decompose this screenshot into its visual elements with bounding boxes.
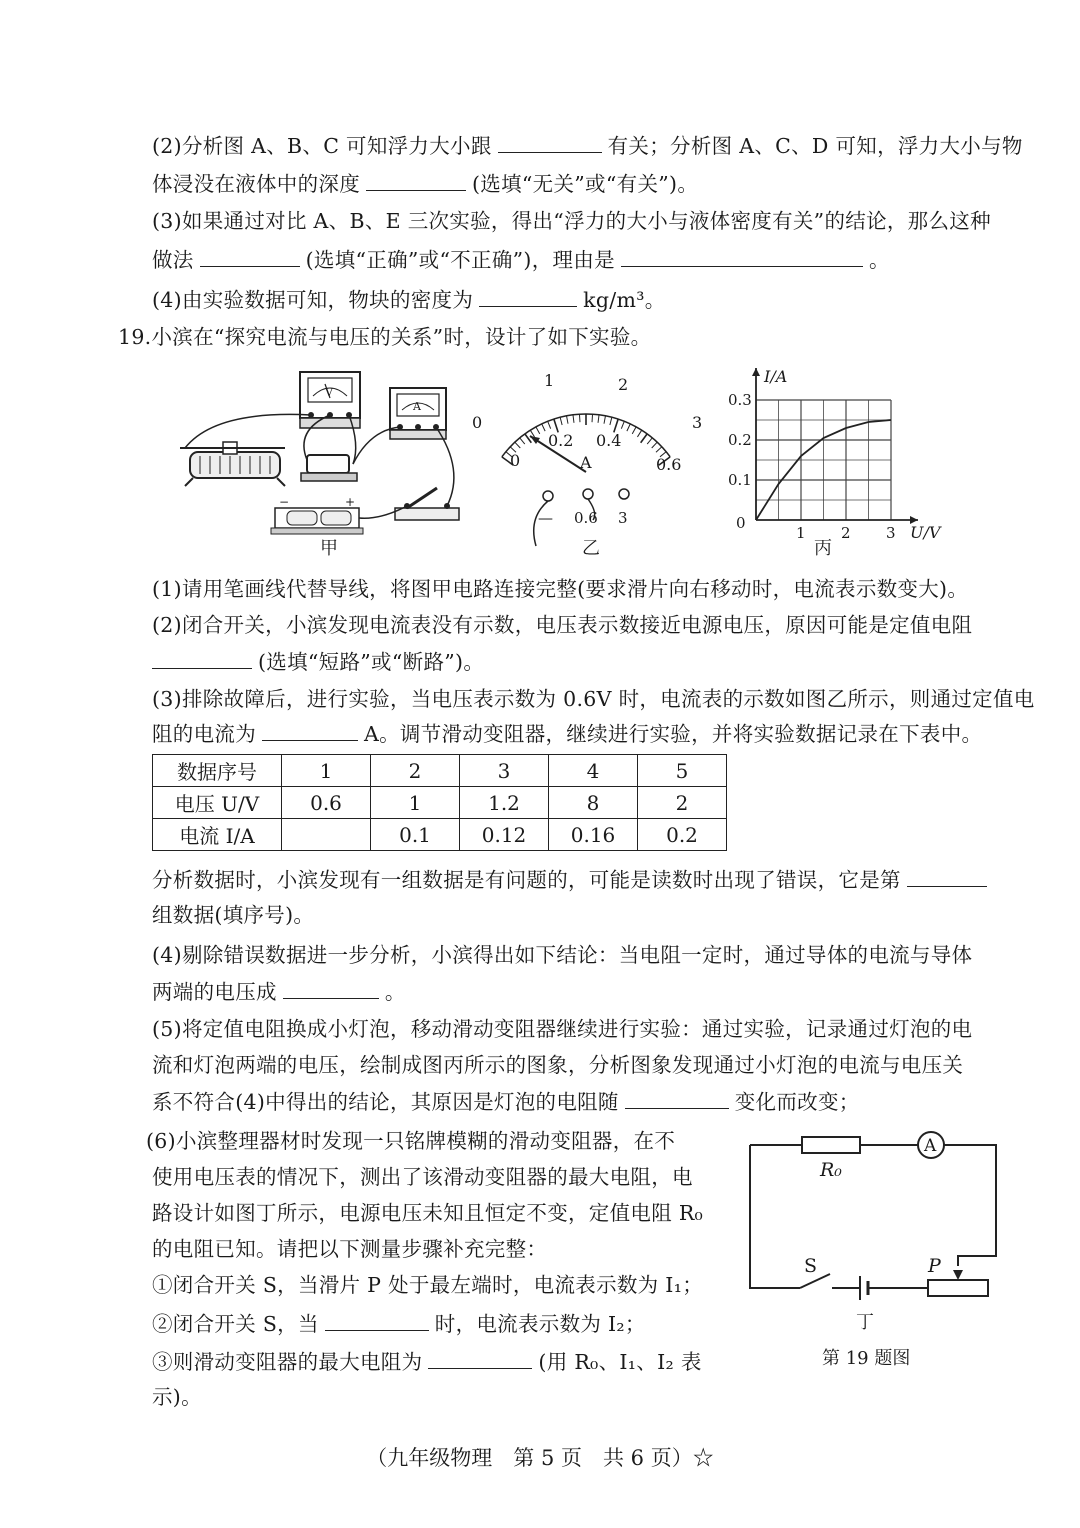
dial-tick: [520, 438, 525, 444]
text: kg/m³。: [583, 288, 666, 312]
page-footer: （九年级物理 第 5 页 共 6 页）☆: [366, 1446, 714, 1470]
q18-part4: [152, 284, 666, 315]
figure-bing-chart: [728, 360, 958, 560]
figure-ding-circuit: [740, 1120, 1010, 1380]
table-cell: 2: [371, 755, 460, 787]
q19-intro: 19.小滨在“探究电流与电压的关系”时，设计了如下实验。: [118, 325, 652, 349]
figure-label: 甲: [320, 538, 338, 559]
dial-label: 0.2: [548, 431, 574, 450]
x-tick-label: 2: [841, 524, 851, 542]
dial-tick: [604, 416, 605, 424]
table-cell: 1: [371, 787, 460, 819]
q19-step3: [152, 1346, 702, 1377]
switch-label: S: [804, 1255, 818, 1277]
figure-label: 乙: [582, 538, 600, 558]
text: ③则滑动变阻器的最大电阻为: [152, 1350, 423, 1374]
dial-tick: [573, 415, 574, 423]
dial-tick: [515, 442, 520, 448]
resistor-r0: [802, 1137, 860, 1153]
table-cell: 0.2: [638, 819, 727, 851]
table-cell: 电压 U/V: [153, 787, 282, 819]
text: A。调节滑动变阻器，继续进行实验，并将实验数据记录在下表中。: [364, 722, 983, 746]
answer-blank[interactable]: [907, 864, 987, 887]
table-cell: 2: [638, 787, 727, 819]
dial-tick: [632, 427, 636, 434]
y-tick-label: 0.2: [728, 431, 752, 449]
text: 阻的电流为: [152, 722, 256, 746]
figure-jia: [175, 360, 475, 560]
slider-label: P: [928, 1255, 941, 1277]
table-cell[interactable]: [282, 819, 371, 851]
q19-part6-line3: 路设计如图丁所示，电源电压未知且恒定不变，定值电阻 R₀: [152, 1201, 704, 1225]
y-tick-label: 0.3: [728, 391, 752, 409]
dial-tick: [652, 442, 657, 448]
switch-icon: [395, 488, 459, 520]
q18-part2-line2: [152, 168, 698, 199]
q19-analysis-line2: 组数据(填序号)。: [152, 903, 315, 927]
q19-part6-line4: 的电阻已知。请把以下测量步骤补充完整：: [152, 1237, 548, 1261]
resistor-icon: [301, 455, 357, 481]
dial-tick: [560, 417, 562, 425]
table-cell: 0.12: [460, 819, 549, 851]
ammeter-icon: [390, 388, 446, 439]
q19-part1: (1)请用笔画线代替导线，将图甲电路连接完整(要求滑片向右移动时，电流表示数变大)。: [152, 577, 969, 601]
text: (选填“短路”或“断路”)。: [258, 650, 485, 674]
dial-tick: [637, 430, 641, 437]
figure-yi: [468, 368, 718, 558]
q18-part2-line1: [152, 130, 1023, 161]
table-row: [153, 819, 727, 851]
q19-part4-line1: (4)剔除错误数据进一步分析，小滨得出如下结论：当电阻一定时，通过导体的电流与导体: [152, 943, 973, 967]
y-axis-label: I/A: [764, 367, 788, 386]
origin-label: 0: [736, 514, 746, 532]
text: 时，电流表示数为 I₂；: [434, 1312, 646, 1336]
q18-part3-line1: (3)如果通过对比 A、B、E 三次实验，得出“浮力的大小与液体密度有关”的结论，那么这种: [152, 209, 991, 233]
answer-blank[interactable]: [625, 1086, 729, 1109]
q19-part2-line1: (2)闭合开关，小滨发现电流表没有示数，电压表示数接近电源电压，原因可能是定值电阻: [152, 613, 973, 637]
answer-blank[interactable]: [283, 976, 379, 999]
answer-blank[interactable]: [498, 130, 602, 153]
table-cell: 电流 I/A: [153, 819, 282, 851]
dial-tick: [621, 421, 624, 428]
q19-part5-line1: (5)将定值电阻换成小灯泡，移动滑动变阻器继续进行实验：通过实验，记录通过灯泡的电: [152, 1017, 973, 1041]
dial-label: 0.6: [656, 455, 682, 474]
dial-tick: [579, 414, 580, 422]
dial-tick: [542, 424, 545, 431]
dial-label: 0: [472, 413, 483, 432]
terminal-label: 0.6: [574, 509, 598, 527]
dial-tick: [627, 424, 630, 431]
dial-label: 0.4: [596, 431, 622, 450]
dial-tick: [647, 438, 652, 444]
dial-label: 1: [544, 371, 555, 390]
chart-grid: [756, 400, 891, 520]
text: 。: [384, 980, 406, 1004]
battery-icon: [271, 495, 363, 534]
answer-blank[interactable]: [262, 718, 358, 741]
terminal-label: 3: [618, 509, 628, 527]
dial-label: 2: [618, 375, 629, 394]
text: 变化而改变；: [734, 1090, 860, 1114]
text: ②闭合开关 S，当: [152, 1312, 319, 1336]
answer-blank[interactable]: [366, 168, 466, 191]
dial-tick: [525, 434, 531, 443]
dial-label: 0: [510, 451, 521, 470]
table-cell: 8: [549, 787, 638, 819]
dial-tick: [592, 414, 593, 422]
dial-tick: [567, 416, 568, 424]
dial-tick: [536, 427, 540, 434]
table-cell: 1: [282, 755, 371, 787]
terminal-label: —: [538, 509, 553, 527]
dial-unit: A: [580, 453, 592, 472]
figure-label: 丁: [856, 1312, 874, 1333]
ammeter-symbol: A: [924, 1136, 937, 1156]
answer-blank[interactable]: [152, 646, 252, 669]
text: 系不符合(4)中得出的结论，其原因是灯泡的电阻随: [152, 1090, 619, 1114]
dial-label: 3: [692, 413, 703, 432]
q19-part4-line2: [152, 976, 406, 1007]
q19-step1: ①闭合开关 S，当滑片 P 处于最左端时，电流表示数为 I₁；: [152, 1273, 704, 1297]
text: (选填“无关”或“有关”)。: [472, 172, 699, 196]
answer-blank[interactable]: [325, 1308, 429, 1331]
data-table: [152, 754, 727, 851]
table-cell: 0.6: [282, 787, 371, 819]
dial-tick: [548, 421, 551, 428]
text: 做法: [152, 248, 194, 272]
y-tick-label: 0.1: [728, 471, 752, 489]
svg-text:−: −: [279, 495, 290, 509]
table-row: [153, 787, 727, 819]
table-cell: 5: [638, 755, 727, 787]
meter-symbol: V: [325, 386, 333, 399]
table-row: [153, 755, 727, 787]
q19-part5-line2: 流和灯泡两端的电压，绘制成图丙所示的图象，分析图象发现通过小灯泡的电流与电压关: [152, 1053, 964, 1077]
text: (选填“正确”或“不正确”)，理由是: [305, 248, 615, 272]
answer-blank[interactable]: [479, 284, 577, 307]
figure-label: 丙: [814, 538, 832, 559]
dial-tick: [598, 415, 599, 423]
text: 体浸没在液体中的深度: [152, 172, 360, 196]
q19-part5-line3: [152, 1086, 860, 1117]
answer-blank[interactable]: [428, 1346, 532, 1369]
text: (4)由实验数据可知，物块的密度为: [152, 288, 474, 312]
dial-tick: [641, 434, 647, 443]
text: 。: [868, 248, 890, 272]
answer-blank[interactable]: [621, 244, 863, 267]
svg-text:+: +: [345, 495, 356, 509]
table-cell: 0.1: [371, 819, 460, 851]
table-cell: 0.16: [549, 819, 638, 851]
text: 分析数据时，小滨发现有一组数据是有问题的，可能是读数时出现了错误，它是第: [152, 868, 901, 892]
q19-part6-line2: 使用电压表的情况下，测出了该滑动变阻器的最大电阻，电: [152, 1165, 693, 1189]
meter-symbol: A: [413, 400, 421, 413]
q19-part6-line1: (6)小滨整理器材时发现一只铭牌模糊的滑动变阻器，在不: [146, 1129, 676, 1153]
table-cell: 3: [460, 755, 549, 787]
text: (用 R₀、I₁、I₂ 表: [538, 1350, 702, 1374]
rheostat-icon: [928, 1280, 988, 1296]
q19-step3-cont: 示)。: [152, 1385, 202, 1409]
q19-analysis-line1: [152, 864, 993, 895]
text: 有关；分析图 A、C、D 可知，浮力大小与物: [607, 134, 1023, 158]
table-cell: 4: [549, 755, 638, 787]
table-cell: 数据序号: [153, 755, 282, 787]
answer-blank[interactable]: [200, 244, 300, 267]
q18-part3-line2: [152, 244, 890, 275]
figure-caption: 第 19 题图: [822, 1348, 911, 1369]
table-cell: 1.2: [460, 787, 549, 819]
rheostat-icon: [180, 442, 285, 486]
x-axis-label: U/V: [910, 523, 941, 542]
r0-label: R₀: [820, 1159, 842, 1181]
x-tick-label: 1: [796, 524, 806, 542]
dial-tick: [656, 447, 662, 452]
q19-step2: [152, 1308, 646, 1339]
text: (2)分析图 A、B、C 可知浮力大小跟: [152, 134, 492, 158]
q19-part3-line2: [152, 718, 982, 749]
dial-tick: [610, 417, 612, 425]
q19-part3-line1: (3)排除故障后，进行实验，当电压表示数为 0.6V 时，电流表的示数如图乙所示，则通过定值电: [152, 687, 1035, 711]
q19-part2-line2: [146, 646, 484, 677]
x-tick-label: 3: [886, 524, 896, 542]
text: 两端的电压成: [152, 980, 277, 1004]
